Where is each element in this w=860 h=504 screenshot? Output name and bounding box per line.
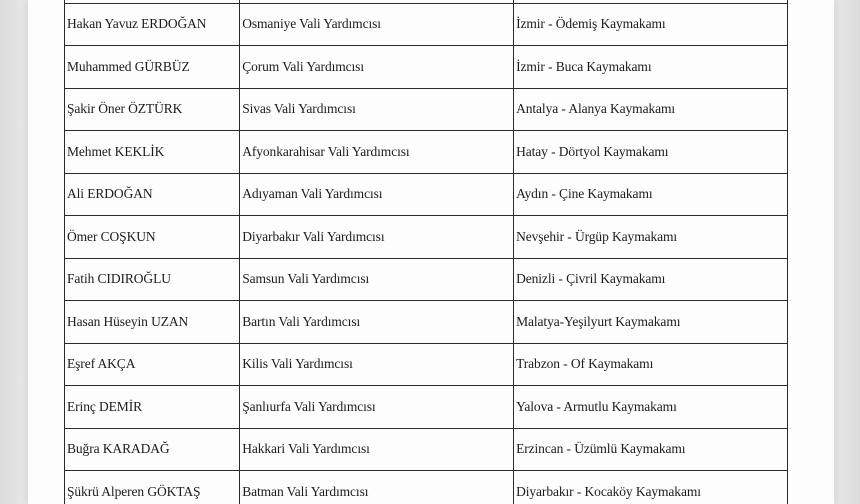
table-row [65,258,788,301]
new-post-cell: Denizli - Çivril Kaymakamı [514,258,788,301]
new-post-cell: Yalova - Armutlu Kaymakamı [514,386,788,429]
page-shadow-left [0,0,28,504]
current-post-cell: Sivas Vali Yardımcısı [240,88,514,131]
new-post-cell: Trabzon - Of Kaymakamı [514,343,788,386]
page-shadow-right [834,0,860,504]
table-row [65,88,788,131]
current-post-cell: Kilis Vali Yardımcısı [240,343,514,386]
current-post-cell: Osmaniye Vali Yardımcısı [240,3,514,46]
appointments-table [64,0,788,504]
name-cell: Hakan Yavuz ERDOĞAN [65,3,240,46]
name-cell: Ömer COŞKUN [65,216,240,259]
name-cell: Şakir Öner ÖZTÜRK [65,88,240,131]
document-page [28,0,834,504]
table-row [65,428,788,471]
current-post-cell: Samsun Vali Yardımcısı [240,258,514,301]
new-post-cell: Antalya - Alanya Kaymakamı [514,88,788,131]
name-cell: Fatih CIDIROĞLU [65,258,240,301]
name-cell: Ali ERDOĞAN [65,173,240,216]
current-post-cell: Şanlıurfa Vali Yardımcısı [240,386,514,429]
name-cell: Eşref AKÇA [65,343,240,386]
table-row [65,3,788,46]
current-post-cell: Çorum Vali Yardımcısı [240,46,514,89]
table-row [65,46,788,89]
new-post-cell: Erzincan - Üzümlü Kaymakamı [514,428,788,471]
current-post-cell: Afyonkarahisar Vali Yardımcısı [240,131,514,174]
table-row [65,131,788,174]
name-cell: Şükrü Alperen GÖKTAŞ [65,471,240,504]
current-post-cell: Diyarbakır Vali Yardımcısı [240,216,514,259]
new-post-cell: Malatya-Yeşilyurt Kaymakamı [514,301,788,344]
table-row [65,471,788,504]
new-post-cell: Hatay - Dörtyol Kaymakamı [514,131,788,174]
name-cell: Hasan Hüseyin UZAN [65,301,240,344]
name-cell: Muhammed GÜRBÜZ [65,46,240,89]
current-post-cell: Hakkari Vali Yardımcısı [240,428,514,471]
name-cell: Mehmet KEKLİK [65,131,240,174]
current-post-cell: Batman Vali Yardımcısı [240,471,514,504]
table-row [65,173,788,216]
current-post-cell: Bartın Vali Yardımcısı [240,301,514,344]
new-post-cell: İzmir - Ödemiş Kaymakamı [514,3,788,46]
new-post-cell: İzmir - Buca Kaymakamı [514,46,788,89]
name-cell: Erinç DEMİR [65,386,240,429]
new-post-cell: Aydın - Çine Kaymakamı [514,173,788,216]
table-row [65,216,788,259]
new-post-cell: Nevşehir - Ürgüp Kaymakamı [514,216,788,259]
table-row [65,386,788,429]
table-row [65,343,788,386]
new-post-cell: Diyarbakır - Kocaköy Kaymakamı [514,471,788,504]
table-row [65,301,788,344]
current-post-cell: Adıyaman Vali Yardımcısı [240,173,514,216]
name-cell: Buğra KARADAĞ [65,428,240,471]
